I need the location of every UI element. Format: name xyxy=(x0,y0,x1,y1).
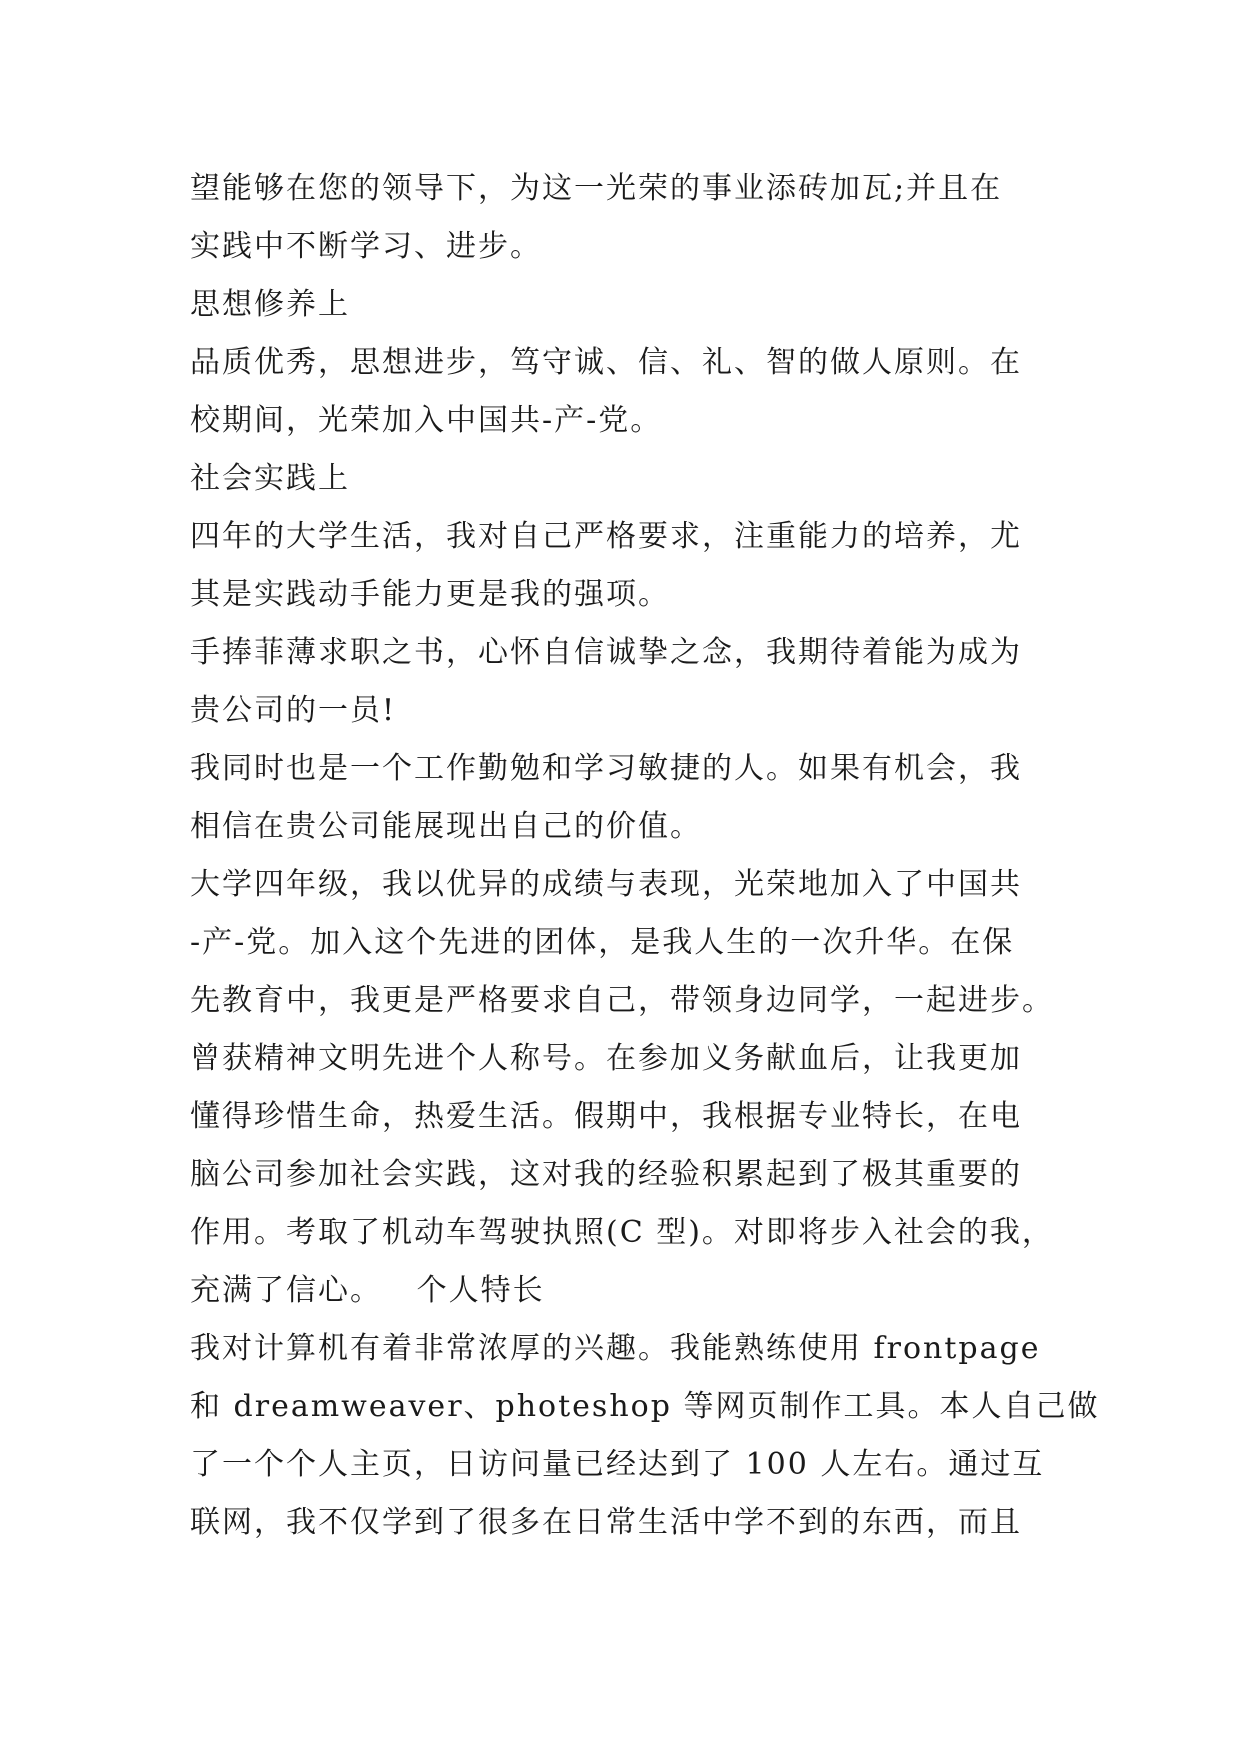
section-heading: 思想修养上 xyxy=(190,287,350,322)
text-line: 其是实践动手能力更是我的强项。 xyxy=(190,577,670,612)
text-line: 校期间，光荣加入中国共-产-党。 xyxy=(190,403,663,438)
text-line: 和 dreamweaver、photeshop 等网页制作工具。本人自己做 xyxy=(190,1389,1100,1424)
text-line: 四年的大学生活，我对自己严格要求，注重能力的培养，尤 xyxy=(190,519,1022,554)
text-line: 我同时也是一个工作勤勉和学习敏捷的人。如果有机会，我 xyxy=(190,751,1022,786)
text-line: -产-党。加入这个先进的团体，是我人生的一次升华。在保 xyxy=(190,925,1015,960)
section-heading: 社会实践上 xyxy=(190,461,350,496)
text-line: 手捧菲薄求职之书，心怀自信诚挚之念，我期待着能为成为 xyxy=(190,635,1022,670)
text-line: 我对计算机有着非常浓厚的兴趣。我能熟练使用 frontpage xyxy=(190,1331,1041,1366)
text-line: 懂得珍惜生命，热爱生活。假期中，我根据专业特长，在电 xyxy=(190,1099,1022,1134)
text-line: 大学四年级，我以优异的成绩与表现，光荣地加入了中国共 xyxy=(190,867,1022,902)
text-line: 相信在贵公司能展现出自己的价值。 xyxy=(190,809,702,844)
text-line: 望能够在您的领导下，为这一光荣的事业添砖加瓦;并且在 xyxy=(190,171,1003,206)
text-line: 贵公司的一员! xyxy=(190,693,397,728)
text-line: 先教育中，我更是严格要求自己，带领身边同学，一起进步。 xyxy=(190,983,1054,1018)
text-line: 实践中不断学习、进步。 xyxy=(190,229,542,264)
text-line: 品质优秀，思想进步，笃守诚、信、礼、智的做人原则。在 xyxy=(190,345,1022,380)
text-line: 脑公司参加社会实践，这对我的经验积累起到了极其重要的 xyxy=(190,1157,1022,1192)
text-line: 曾获精神文明先进个人称号。在参加义务献血后，让我更加 xyxy=(190,1041,1022,1076)
text-line: 充满了信心。 个人特长 xyxy=(190,1273,545,1308)
body-text xyxy=(190,160,1100,1552)
text-line: 联网，我不仅学到了很多在日常生活中学不到的东西，而且 xyxy=(190,1505,1022,1540)
text-line: 作用。考取了机动车驾驶执照(C 型)。对即将步入社会的我， xyxy=(190,1215,1054,1250)
text-line: 了一个个人主页，日访问量已经达到了 100 人左右。通过互 xyxy=(190,1447,1045,1482)
